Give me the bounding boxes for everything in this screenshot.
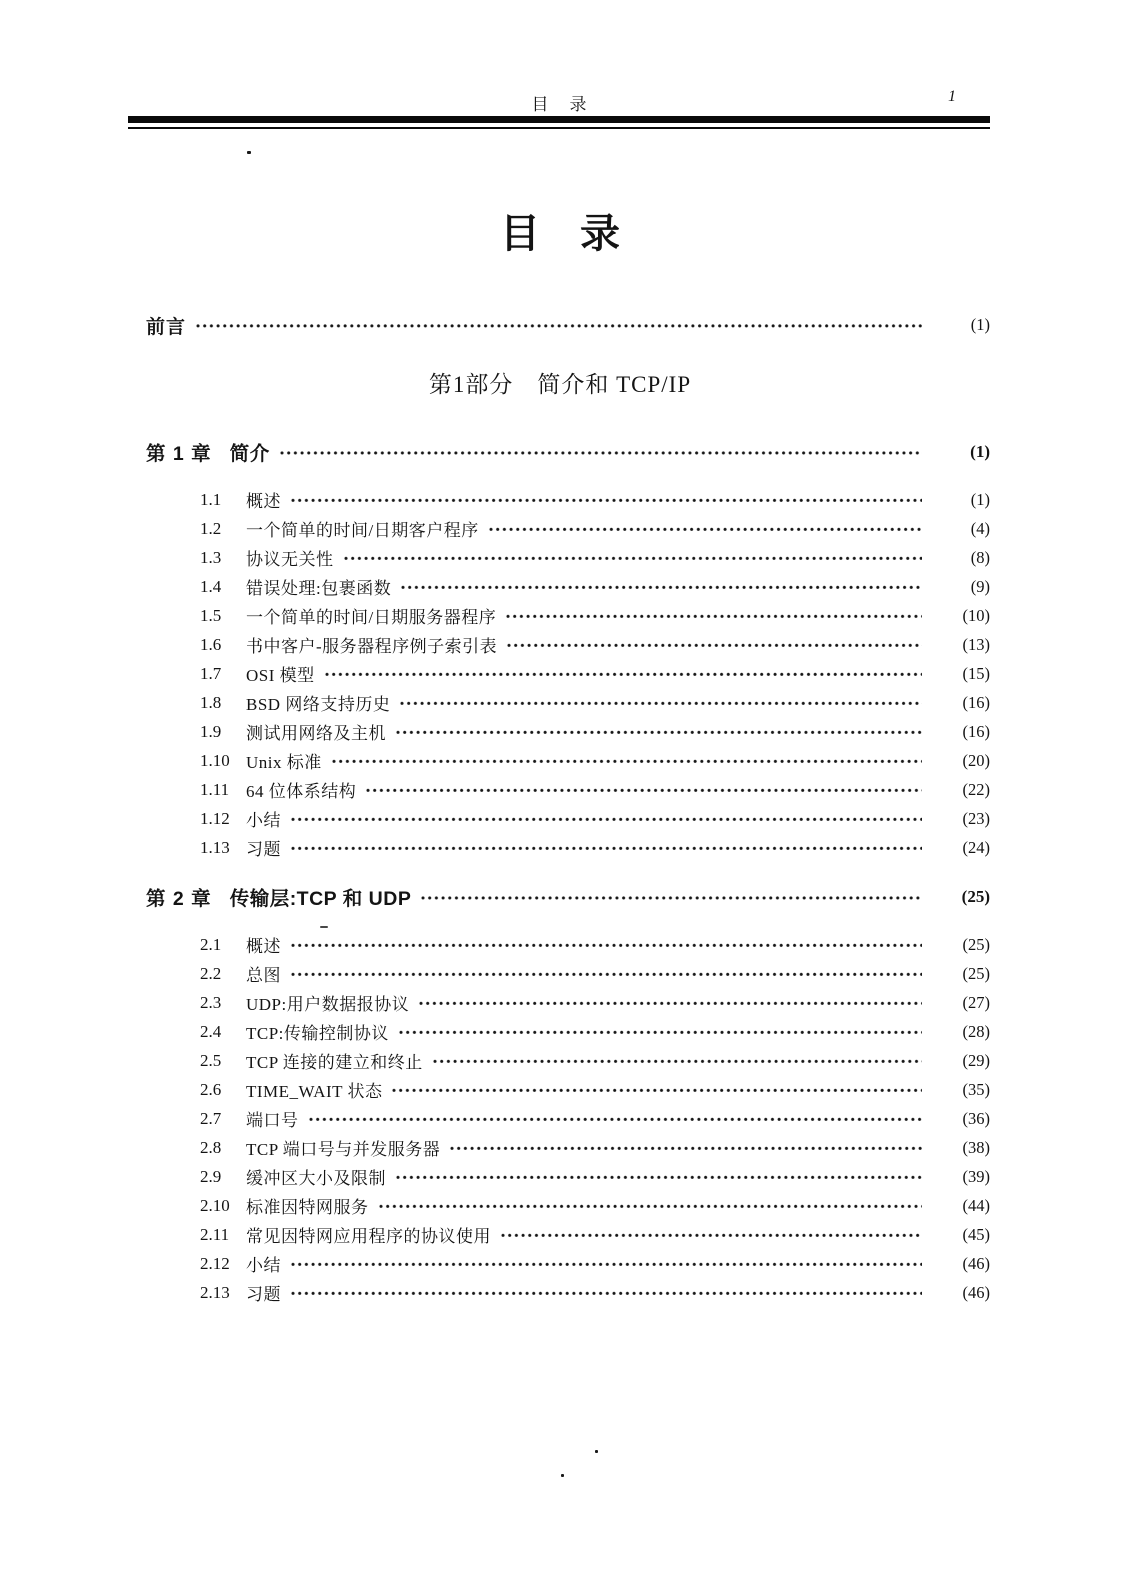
toc-entry-number: 1.8	[200, 692, 222, 712]
toc-entry	[130, 930, 990, 959]
toc-entry-title: 小结	[246, 811, 281, 830]
toc-entry-title: BSD 网络支持历史	[246, 695, 391, 714]
toc-entry-page: (39)	[962, 1166, 990, 1186]
front-matter-label: 前言	[146, 316, 187, 338]
toc-entry-page: (44)	[962, 1195, 990, 1215]
toc-entry-page: (15)	[962, 663, 990, 683]
dot-leader	[308, 1104, 923, 1133]
toc-entry	[130, 630, 990, 659]
dot-leader	[506, 630, 922, 659]
toc-entry	[130, 775, 990, 804]
chapter-1-sections	[130, 485, 990, 862]
toc-entry-number: 1.1	[200, 489, 222, 509]
toc-entry-title: 书中客户-服务器程序例子索引表	[246, 637, 498, 656]
toc-entry-number: 2.2	[200, 963, 222, 983]
toc-entry-title: 总图	[246, 966, 281, 985]
toc-entry-page: (38)	[962, 1137, 990, 1157]
toc-entry-page: (20)	[962, 750, 990, 770]
toc-entry-number: 2.12	[200, 1253, 230, 1273]
toc-entry-page: (27)	[962, 992, 990, 1012]
toc-entry-page: (25)	[961, 887, 990, 906]
dot-leader	[488, 514, 922, 543]
toc-entry-number: 2.8	[200, 1137, 222, 1157]
toc-entry	[130, 514, 990, 543]
dot-leader	[290, 485, 922, 514]
chapter-2-sections	[130, 930, 990, 1307]
toc-entry-title: OSI 模型	[246, 666, 315, 685]
toc-entry	[130, 1017, 990, 1046]
toc-entry-page: (4)	[970, 518, 990, 538]
dot-leader	[395, 1162, 922, 1191]
dot-leader	[391, 1075, 922, 1104]
toc-entry-chapter-1	[130, 436, 990, 468]
toc-entry-title: 测试用网络及主机	[246, 724, 386, 743]
dot-leader	[398, 1017, 922, 1046]
dot-leader	[279, 436, 922, 468]
toc-entry-page: (16)	[962, 721, 990, 741]
dot-leader	[378, 1191, 923, 1220]
dot-leader	[365, 775, 922, 804]
running-header-page-number: 1	[948, 88, 956, 105]
dot-leader	[343, 543, 923, 572]
running-header-title: 目 录	[531, 95, 589, 114]
toc-entry-number: 2.10	[200, 1195, 230, 1215]
toc-entry-page: (16)	[962, 692, 990, 712]
toc-entry-page: (8)	[970, 547, 990, 567]
toc-entry	[130, 1046, 990, 1075]
toc-entry-title: 64 位体系结构	[246, 782, 357, 801]
dot-leader	[290, 1278, 922, 1307]
toc-entry-title: 一个简单的时间/日期客户程序	[246, 521, 479, 540]
toc-entry	[130, 1220, 990, 1249]
toc-entry-title: TCP 连接的建立和终止	[246, 1053, 423, 1072]
toc-entry-number: 1.10	[200, 750, 230, 770]
dot-leader	[195, 310, 922, 340]
toc-entry-title: 协议无关性	[246, 550, 334, 569]
dot-leader	[400, 572, 922, 601]
toc-entry-number: 1.2	[200, 518, 222, 538]
toc-entry-title: UDP:用户数据报协议	[246, 995, 410, 1014]
toc-entry-page: (1)	[970, 489, 990, 509]
toc-entry	[130, 1075, 990, 1104]
toc-entry-page: (46)	[962, 1253, 990, 1273]
toc-entry-number: 2.6	[200, 1079, 222, 1099]
toc-entry-number: 2.11	[200, 1224, 230, 1244]
dot-leader	[324, 659, 922, 688]
toc-entry	[130, 485, 990, 514]
toc-entry	[130, 1104, 990, 1133]
toc-entry	[130, 1162, 990, 1191]
dot-leader	[290, 833, 922, 862]
toc-entry-title: 端口号	[246, 1111, 299, 1130]
toc-entry	[130, 601, 990, 630]
toc-entry-title: Unix 标准	[246, 753, 322, 772]
dot-leader	[331, 746, 922, 775]
page-title: 目 录	[500, 211, 620, 256]
dot-leader	[395, 717, 922, 746]
dot-leader	[399, 688, 922, 717]
dot-leader	[290, 1249, 922, 1278]
toc-entry	[130, 1278, 990, 1307]
toc-entry-chapter-2	[130, 881, 990, 913]
toc-entry	[130, 988, 990, 1017]
toc-entry-page: (10)	[962, 605, 990, 625]
toc-entry	[130, 804, 990, 833]
toc-entry	[130, 746, 990, 775]
toc-entry-title: 错误处理:包裹函数	[246, 579, 392, 598]
toc-entry-number: 2.1	[200, 934, 222, 954]
toc-entry-number: 2.7	[200, 1108, 222, 1128]
scan-speck	[247, 151, 251, 154]
toc-entry	[130, 1191, 990, 1220]
toc-entry-title: 概述	[246, 937, 281, 956]
toc-entry-number: 2.5	[200, 1050, 222, 1070]
toc-entry-number: 1.5	[200, 605, 222, 625]
toc-entry-title: TCP:传输控制协议	[246, 1024, 389, 1043]
dot-leader	[500, 1220, 922, 1249]
toc-entry-number: 2.13	[200, 1282, 230, 1302]
scan-speck	[561, 1474, 564, 1477]
chapter-title: 简介	[229, 443, 270, 465]
toc-entry-title: 概述	[246, 492, 281, 511]
toc-entry-page: (22)	[962, 779, 990, 799]
dot-leader	[290, 930, 922, 959]
header-rule-thick	[128, 116, 990, 123]
toc-entry-page: (46)	[962, 1282, 990, 1302]
toc-entry-page: (13)	[962, 634, 990, 654]
toc-entry-page: (28)	[962, 1021, 990, 1041]
toc-entry	[130, 688, 990, 717]
toc-entry-title: 常见因特网应用程序的协议使用	[246, 1227, 491, 1246]
toc-entry-title: 习题	[246, 840, 281, 859]
toc-entry-title: 标准因特网服务	[246, 1198, 369, 1217]
toc-entry	[130, 572, 990, 601]
toc-entry	[130, 959, 990, 988]
toc-entry-title: 一个简单的时间/日期服务器程序	[246, 608, 497, 627]
toc-entry-number: 1.7	[200, 663, 222, 683]
toc-entry-page: (1)	[970, 315, 990, 334]
toc-entry	[130, 1249, 990, 1278]
toc-entry-title: 小结	[246, 1256, 281, 1275]
toc-entry-number: 1.6	[200, 634, 222, 654]
toc-entry-number: 2.9	[200, 1166, 222, 1186]
toc-entry-title: TCP 端口号与并发服务器	[246, 1140, 441, 1159]
dot-leader	[420, 881, 922, 913]
toc-entry-number: 1.13	[200, 837, 230, 857]
toc-entry-page: (1)	[970, 442, 990, 461]
dot-leader	[432, 1046, 922, 1075]
header-rule-thin	[128, 127, 990, 129]
toc-entry	[130, 833, 990, 862]
toc-entry-page: (36)	[962, 1108, 990, 1128]
dot-leader	[290, 804, 922, 833]
toc-entry-title: TIME_WAIT 状态	[246, 1082, 383, 1101]
chapter-title: 传输层:TCP 和 UDP	[229, 888, 412, 910]
toc-entry-number: 2.4	[200, 1021, 222, 1041]
chapter-label: 第 1 章	[146, 443, 212, 465]
toc-entry-page: (9)	[970, 576, 990, 596]
table-of-contents	[130, 310, 990, 1307]
scan-speck	[595, 1450, 598, 1453]
toc-entry-page: (35)	[962, 1079, 990, 1099]
toc-entry-number: 2.3	[200, 992, 222, 1012]
toc-entry-page: (25)	[962, 934, 990, 954]
chapter-label: 第 2 章	[146, 888, 212, 910]
toc-entry	[130, 717, 990, 746]
toc-entry-title: 缓冲区大小及限制	[246, 1169, 386, 1188]
toc-entry-page: (25)	[962, 963, 990, 983]
toc-entry-number: 1.9	[200, 721, 222, 741]
toc-entry-number: 1.4	[200, 576, 222, 596]
toc-entry-page: (29)	[962, 1050, 990, 1070]
toc-entry-page: (45)	[962, 1224, 990, 1244]
dot-leader	[418, 988, 922, 1017]
toc-entry-number: 1.12	[200, 808, 230, 828]
toc-entry-page: (24)	[962, 837, 990, 857]
toc-entry-number: 1.3	[200, 547, 222, 567]
toc-entry-front-matter	[130, 310, 990, 340]
toc-entry	[130, 659, 990, 688]
toc-entry	[130, 543, 990, 572]
dot-leader	[449, 1133, 922, 1162]
toc-entry-title: 习题	[246, 1285, 281, 1304]
toc-entry-page: (23)	[962, 808, 990, 828]
dot-leader	[505, 601, 922, 630]
dot-leader	[290, 959, 922, 988]
toc-entry-number: 1.11	[200, 779, 230, 799]
toc-entry	[130, 1133, 990, 1162]
part-heading: 第1部分 简介和 TCP/IP	[428, 372, 692, 397]
